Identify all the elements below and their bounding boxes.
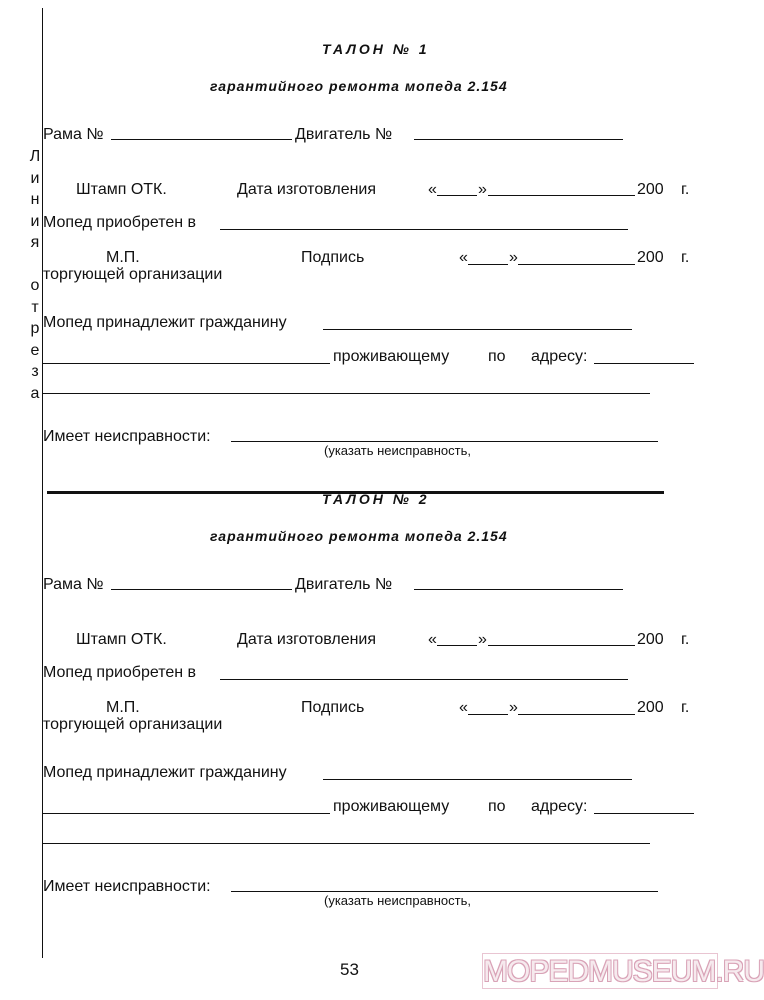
cut-margin-line <box>42 8 43 958</box>
date-close-quote: » <box>478 181 487 198</box>
stamp-label: Штамп ОТК. <box>76 181 167 198</box>
date-close-quote: » <box>478 631 487 648</box>
residing-label: проживающему <box>333 348 450 365</box>
owner-name-field[interactable] <box>323 329 632 330</box>
faults-label: Имеет неисправности: <box>43 878 211 895</box>
manufacture-day-field[interactable] <box>437 195 477 196</box>
purchased-at-field[interactable] <box>220 679 628 680</box>
engine-number-field[interactable] <box>414 139 623 140</box>
owner-label: Мопед принадлежит гражданину <box>43 764 287 781</box>
seal-label: М.П. <box>106 699 140 716</box>
date-open-quote: « <box>428 631 437 648</box>
owner-name-field-2[interactable] <box>43 813 330 814</box>
frame-number-field[interactable] <box>111 139 292 140</box>
cut-line-label <box>28 146 42 404</box>
faults-hint: (указать неисправность, <box>324 443 471 458</box>
address-label: адресу: <box>531 348 588 365</box>
faults-field[interactable] <box>231 441 658 442</box>
coupon-title: ТАЛОН № 1 <box>322 41 430 57</box>
year-suffix: г. <box>681 181 690 198</box>
stamp-label: Штамп ОТК. <box>76 631 167 648</box>
cut-label-letter: я <box>30 234 40 251</box>
at-label: по <box>488 348 506 365</box>
cut-label-letter: з <box>31 363 39 380</box>
cut-label-letter: и <box>30 169 40 187</box>
cut-label-letter: а <box>30 384 40 402</box>
sale-month-field[interactable] <box>518 264 635 265</box>
frame-label: Рама № <box>43 126 104 143</box>
page-number: 53 <box>340 960 359 979</box>
trade-org-label: торгующей организации <box>43 266 223 283</box>
address-field-2[interactable] <box>43 843 650 844</box>
at-label: по <box>488 798 506 815</box>
purchased-label: Мопед приобретен в <box>43 664 197 681</box>
manufacture-date-label: Дата изготовления <box>237 181 377 198</box>
signature-label: Подпись <box>301 699 365 716</box>
year-label: 200 <box>637 181 664 198</box>
address-field-2[interactable] <box>43 393 650 394</box>
manufacture-month-field[interactable] <box>488 645 635 646</box>
frame-number-field[interactable] <box>111 589 292 590</box>
purchased-label: Мопед приобретен в <box>43 214 197 231</box>
faults-label: Имеет неисправности: <box>43 428 211 445</box>
sale-day-field[interactable] <box>468 264 508 265</box>
date-close-quote: » <box>509 249 518 266</box>
coupon-subtitle: гарантийного ремонта мопеда 2.154 <box>210 78 508 94</box>
signature-label: Подпись <box>301 249 365 266</box>
cut-label-letter: Л <box>29 148 41 165</box>
year-label: 200 <box>637 249 664 266</box>
cut-label-letter: е <box>30 341 40 359</box>
manufacture-day-field[interactable] <box>437 645 477 646</box>
purchased-at-field[interactable] <box>220 229 628 230</box>
watermark-logo: MOPEDMUSEUM.RU <box>483 955 764 988</box>
cut-label-letter: р <box>30 320 40 337</box>
date-close-quote: » <box>509 699 518 716</box>
coupon-title: ТАЛОН № 2 <box>322 491 430 507</box>
seal-label: М.П. <box>106 249 140 266</box>
engine-number-field[interactable] <box>414 589 623 590</box>
owner-label: Мопед принадлежит гражданину <box>43 314 287 331</box>
cut-label-letter: и <box>30 212 40 230</box>
year-suffix: г. <box>681 249 690 266</box>
residing-label: проживающему <box>333 798 450 815</box>
year-suffix: г. <box>681 631 690 648</box>
address-field[interactable] <box>594 813 694 814</box>
address-label: адресу: <box>531 798 588 815</box>
owner-name-field[interactable] <box>323 779 632 780</box>
faults-field[interactable] <box>231 891 658 892</box>
coupon-subtitle: гарантийного ремонта мопеда 2.154 <box>210 528 508 544</box>
address-field[interactable] <box>594 363 694 364</box>
sale-day-field[interactable] <box>468 714 508 715</box>
cut-label-letter: о <box>30 277 40 294</box>
date-open-quote: « <box>459 699 468 716</box>
cut-label-letter: н <box>30 191 40 208</box>
cut-label-letter: т <box>31 298 39 316</box>
engine-label: Двигатель № <box>295 576 393 593</box>
sale-month-field[interactable] <box>518 714 635 715</box>
year-label: 200 <box>637 631 664 648</box>
date-open-quote: « <box>428 181 437 198</box>
cut-label-gap <box>28 254 42 276</box>
manufacture-month-field[interactable] <box>488 195 635 196</box>
frame-label: Рама № <box>43 576 104 593</box>
year-label: 200 <box>637 699 664 716</box>
owner-name-field-2[interactable] <box>43 363 330 364</box>
coupon-separator <box>47 491 664 494</box>
year-suffix: г. <box>681 699 690 716</box>
engine-label: Двигатель № <box>295 126 393 143</box>
manufacture-date-label: Дата изготовления <box>237 631 377 648</box>
trade-org-label: торгующей организации <box>43 716 223 733</box>
faults-hint: (указать неисправность, <box>324 893 471 908</box>
date-open-quote: « <box>459 249 468 266</box>
